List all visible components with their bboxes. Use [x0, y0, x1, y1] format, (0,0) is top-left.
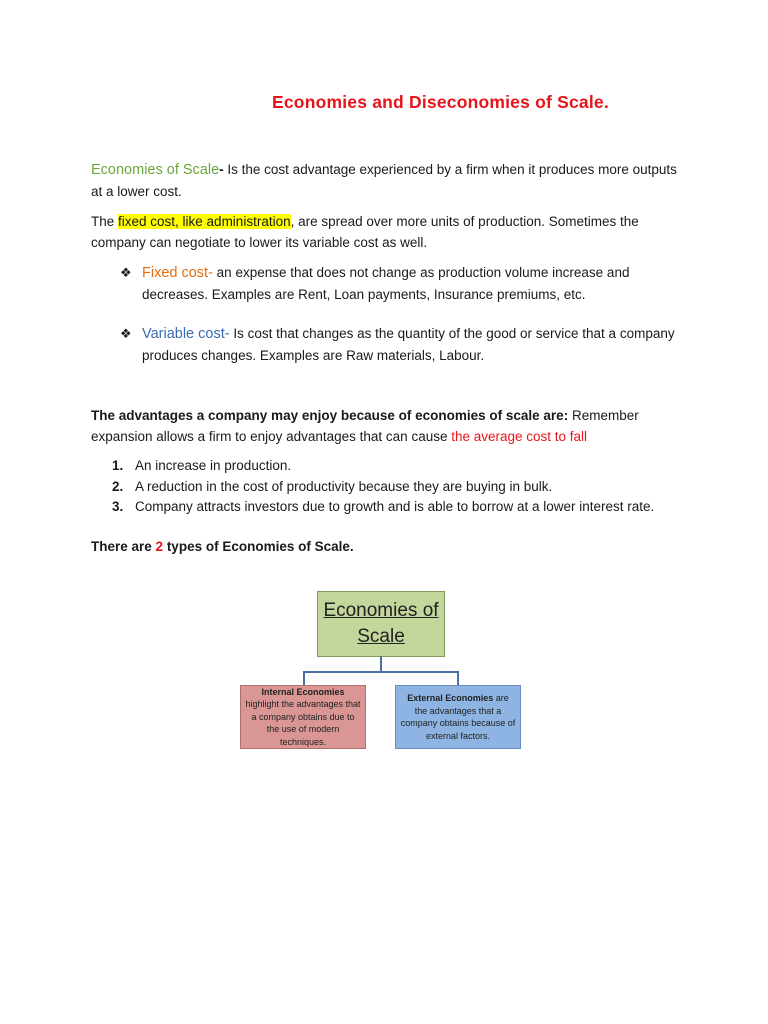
types-after: types of Economies of Scale.	[163, 539, 354, 554]
fixed-cost-definition: an expense that does not change as production volume increase and decreases. Examples are Rent, Loan payments, Insurance premiums, etc.	[142, 265, 630, 302]
para2-prefix: The	[91, 214, 119, 229]
advantages-heading: The advantages a company may enjoy because of economies of scale are:	[91, 408, 569, 423]
external-economies-text: are the advantages that a company obtains because of external factors.	[400, 693, 516, 741]
external-economies-term: External Economies	[407, 693, 494, 703]
highlighted-text: fixed cost, like administration	[118, 214, 291, 229]
list-item	[112, 477, 692, 498]
economies-of-scale-term: Economies of Scale	[91, 162, 220, 178]
advantages-paragraph	[91, 405, 691, 447]
advantages-list	[112, 456, 692, 518]
connector-left	[303, 671, 305, 685]
external-economies-box	[395, 685, 521, 749]
list-number: 1.	[112, 458, 124, 473]
list-text: An increase in production.	[135, 458, 292, 473]
diamond-bullet-icon: ❖	[120, 265, 132, 280]
connector-vertical	[380, 656, 382, 672]
intro-definition: Is the cost advantage experienced by a firm when it produces more outputs at a lower cost.	[91, 162, 677, 199]
list-text: Company attracts investors due to growth and is able to borrow at a lower interest rate.	[135, 499, 655, 514]
internal-economies-box	[240, 685, 366, 749]
diagram-root-line2: Scale	[357, 626, 405, 647]
list-number: 3.	[112, 499, 124, 514]
bullet-fixed-cost	[120, 262, 680, 305]
connector-right	[457, 671, 459, 685]
list-number: 2.	[112, 478, 124, 494]
advantages-text: Remember expansion allows a firm to enjoy advantages that can cause	[91, 408, 639, 444]
internal-economies-text: highlight the advantages that a company obtains due to the use of modern techniques.	[245, 699, 361, 747]
types-heading	[91, 539, 354, 554]
connector-horizontal	[303, 671, 459, 673]
list-item	[112, 497, 692, 518]
intro-dash: -	[219, 162, 224, 177]
variable-cost-term: Variable cost-	[142, 326, 230, 342]
diamond-bullet-icon: ❖	[120, 326, 132, 341]
intro-paragraph	[91, 159, 691, 202]
types-number: 2	[155, 539, 164, 554]
document-title: Economies and Diseconomies of Scale.	[272, 92, 609, 112]
average-cost-text: the average cost to fall	[451, 429, 588, 444]
list-item	[112, 456, 692, 477]
list-text: A reduction in the cost of productivity because they are buying in bulk.	[135, 478, 553, 494]
bullet-variable-cost	[120, 323, 680, 366]
para2-suffix: , are spread over more units of production. Sometimes the company can negotiate to lower its variable cost as well.	[91, 214, 639, 250]
diagram-root-line1: Economies of	[323, 600, 439, 621]
fixed-cost-term: Fixed cost-	[142, 265, 213, 281]
variable-cost-definition: Is cost that changes as the quantity of the good or service that a company produces changes. Examples are Raw materials, Labour.	[142, 326, 675, 363]
bullet-text	[142, 262, 680, 305]
internal-economies-term: Internal Economies	[261, 686, 345, 697]
types-before: There are	[91, 539, 156, 554]
diagram-root-box	[317, 591, 445, 657]
fixed-cost-paragraph	[91, 211, 691, 253]
bullet-text	[142, 323, 680, 366]
